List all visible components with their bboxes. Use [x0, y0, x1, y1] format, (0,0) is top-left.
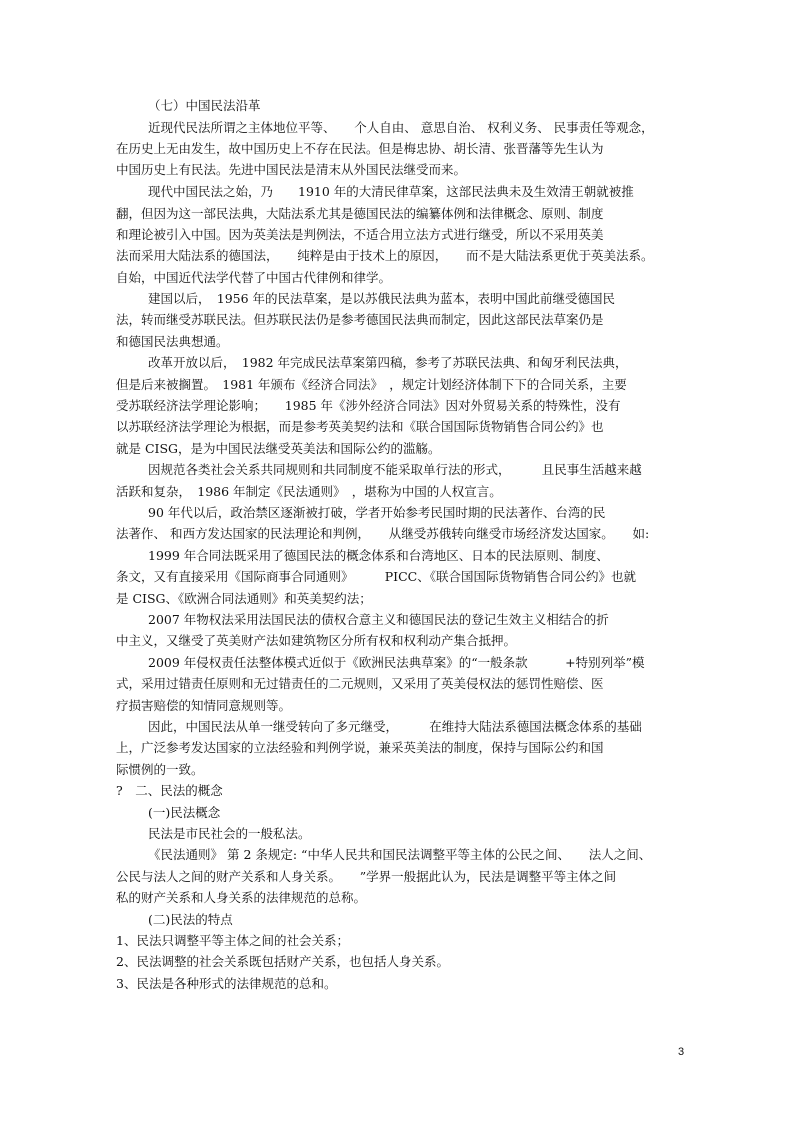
subsection-heading: (一)民法概念 — [148, 805, 221, 820]
text-line: 近现代民法所谓之主体地位平等、 个人自由、 意思自治、 权利义务、 民事责任等观念， — [148, 120, 654, 135]
text-line: 条文，又有直接采用《国际商事合同通则》 PICC、《联合国国际货物销售合同公约》也就 — [116, 569, 636, 584]
text-line: 以苏联经济法学理论为根据，而是参考英美契约法和《联合国国际货物销售合同公约》也 — [116, 419, 604, 434]
text-line: 因规范各类社会关系共同规则和共同制度不能采取单行法的形式， 且民事生活越来越 — [148, 462, 642, 477]
page-number: 3 — [678, 1046, 685, 1058]
text-line: 活跃和复杂， 1986 年制定《民法通则》 ，堪称为中国的人权宣言。 — [116, 484, 502, 499]
text-line: 1999 年合同法既采用了德国民法的概念体系和台湾地区、日本的民法原则、制度、 — [148, 548, 609, 563]
text-line: 上，广泛参考发达国家的立法经验和判例学说，兼采英美法的制度，保持与国际公约和国 — [116, 740, 604, 755]
text-line: 公民与法人之间的财产关系和人身关系。 ”学界一般据此认为，民法是调整平等主体之间 — [116, 869, 617, 884]
text-line: 法而采用大陆法系的德国法， 纯粹是由于技术上的原因， 而不是大陆法系更优于英美法系。 — [116, 248, 654, 263]
text-line: 和理论被引入中国。因为英美法是判例法，不适合用立法方式进行继受，所以不采用英美 — [116, 227, 604, 242]
text-line: 2007 年物权法采用法国民法的债权合意主义和德国民法的登记生效主义相结合的折 — [148, 612, 609, 627]
text-line: 但是后来被搁置。 1981 年颁布《经济合同法》 ，规定计划经济体制下下的合同关系，主要 — [116, 377, 627, 392]
text-line: 就是 CISG，是为中国民法继受英美法和国际公约的滥觞。 — [116, 441, 441, 456]
list-item: 1、民法只调整平等主体之间的社会关系； — [116, 933, 349, 948]
text-line: 建国以后， 1956 年的民法草案，是以苏俄民法典为蓝本，表明中国此前继受德国民 — [148, 291, 616, 306]
text-line: 疗损害赔偿的知情同意规则等。 — [116, 698, 292, 713]
list-item: 2、民法调整的社会关系既包括财产关系，也包括人身关系。 — [116, 954, 449, 969]
text-line: 90 年代以后，政治禁区逐渐被打破，学者开始参考民国时期的民法著作、台湾的民 — [148, 505, 606, 520]
section-heading: （七）中国民法沿革 — [148, 98, 261, 113]
text-line: 《民法通则》 第 2 条规定: “中华人民共和国民法调整平等主体的公民之间、 法人之间、 — [148, 847, 652, 862]
text-line: 法著作、 和西方发达国家的民法理论和判例， 从继受苏俄转向继受市场经济发达国家。 如: — [116, 526, 650, 541]
text-line: 2009 年侵权责任法整体模式近似于《欧洲民法典草案》的“一般条款 +特别列举”模 — [148, 655, 645, 670]
text-line: 是 CISG、《欧洲合同法通则》和英美契约法； — [116, 591, 372, 606]
text-line: 际惯例的一致。 — [116, 762, 204, 777]
text-line: 私的财产关系和人身关系的法律规范的总称。 — [116, 890, 367, 905]
text-line: 现代中国民法之始，乃 1910 年的大清民律草案，这部民法典未及生效清王朝就被推 — [148, 184, 634, 199]
text-line: 法，转而继受苏联民法。但苏联民法仍是参考德国民法典而制定，因此这部民法草案仍是 — [116, 312, 604, 327]
text-line: 和德国民法典想通。 — [116, 334, 229, 349]
list-item: 3、民法是各种形式的法律规范的总和。 — [116, 976, 337, 991]
subsection-heading: (二)民法的特点 — [148, 912, 233, 927]
text-line: 中主义，又继受了英美财产法如建筑物区分所有权和权利动产集合抵押。 — [116, 633, 517, 648]
text-line: 翻，但因为这一部民法典，大陆法系尤其是德国民法的编纂体例和法律概念、原则、制度 — [116, 206, 604, 221]
text-line: 中国历史上有民法。先进中国民法是清末从外国民法继受而来。 — [116, 162, 467, 177]
text-line: 民法是市民社会的一般私法。 — [148, 826, 311, 841]
text-line: 受苏联经济法学理论影响； 1985 年《涉外经济合同法》因对外贸易关系的特殊性，没有 — [116, 398, 621, 413]
text-line: 式，采用过错责任原则和无过错责任的二元规则，又采用了英美侵权法的惩罚性赔偿、医 — [116, 676, 604, 691]
text-line: 自始，中国近代法学代替了中国古代律例和律学。 — [116, 270, 392, 285]
section-heading: ? 二、民法的概念 — [116, 783, 223, 798]
text-line: 改革开放以后， 1982 年完成民法草案第四稿，参考了苏联民法典、和匈牙利民法典， — [148, 355, 628, 370]
text-line: 在历史上无由发生，故中国历史上不存在民法。但是梅忠协、胡长清、张晋藩等先生认为 — [116, 141, 604, 156]
text-line: 因此，中国民法从单一继受转向了多元继受， 在维持大陆法系德国法概念体系的基础 — [148, 719, 642, 734]
